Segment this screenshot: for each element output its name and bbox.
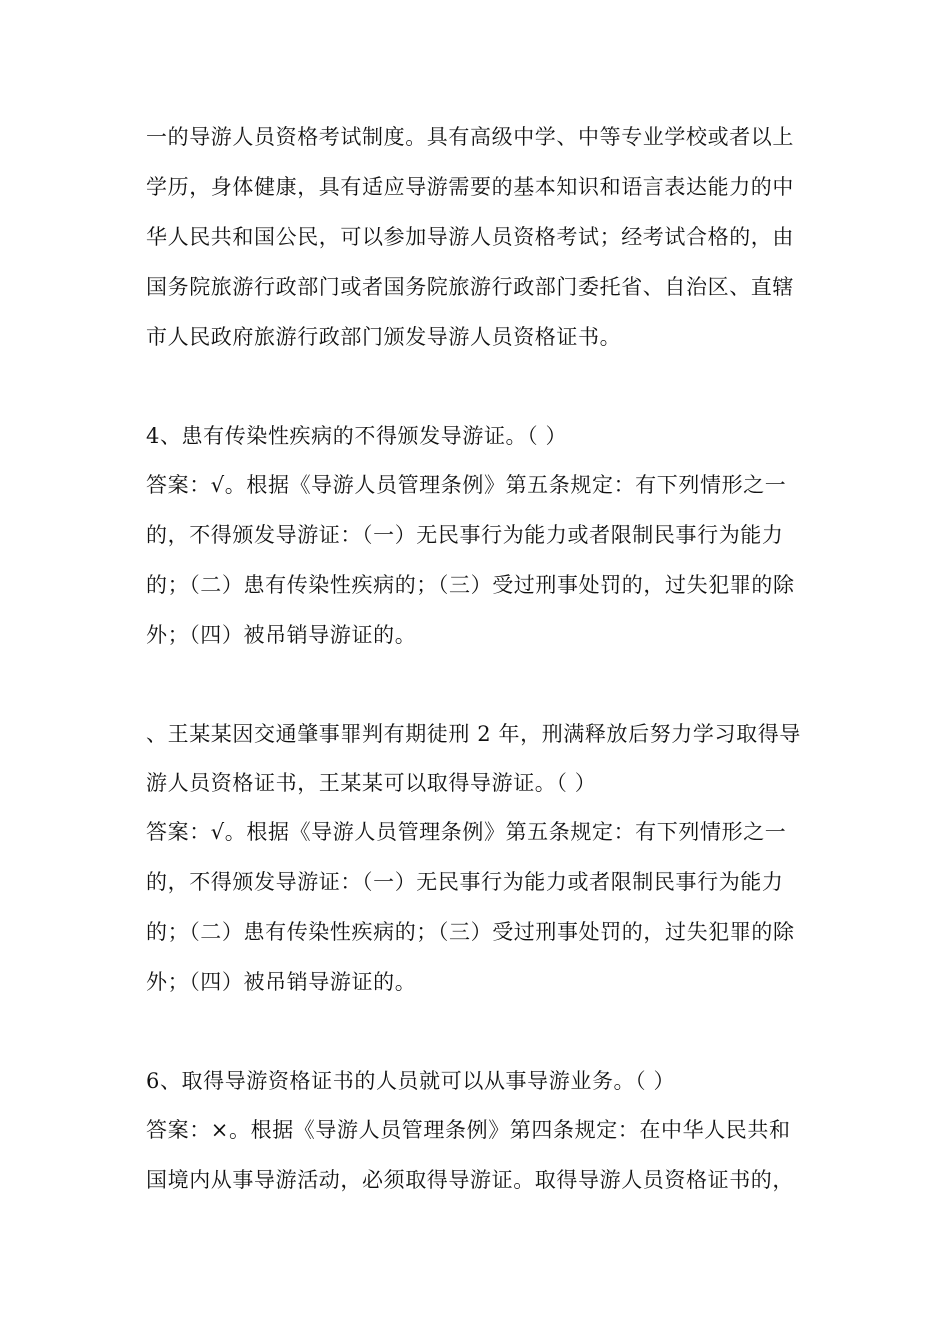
- intro-line-5: 市人民政府旅游行政部门颁发导游人员资格证书。: [146, 325, 622, 349]
- q6-answer-line-2: 国境内从事导游活动，必须取得导游证。取得导游人员资格证书的，: [146, 1168, 794, 1192]
- q5-answer-line-1: 答案：√。根据《导游人员管理条例》第五条规定：有下列情形之一: [146, 820, 787, 844]
- intro-line-4: 国务院旅游行政部门或者国务院旅游行政部门委托省、自治区、直辖: [146, 275, 794, 299]
- q6-answer-line-1: 答案：×。根据《导游人员管理条例》第四条规定：在中华人民共和: [146, 1118, 791, 1142]
- intro-line-1: 一的导游人员资格考试制度。具有高级中学、中等专业学校或者以上: [146, 125, 794, 149]
- intro-line-3: 华人民共和国公民，可以参加导游人员资格考试；经考试合格的，由: [146, 225, 794, 249]
- q5-answer-line-4: 外；（四）被吊销导游证的。: [146, 970, 417, 994]
- q5-question-line-2: 游人员资格证书，王某某可以取得导游证。（ ）: [146, 771, 597, 795]
- q4-answer-line-4: 外；（四）被吊销导游证的。: [146, 623, 417, 647]
- q5-answer-line-3: 的；（二）患有传染性疾病的；（三）受过刑事处罚的，过失犯罪的除: [146, 920, 795, 944]
- q4-answer-line-1: 答案：√。根据《导游人员管理条例》第五条规定：有下列情形之一: [146, 473, 787, 497]
- q5-answer-line-2: 的，不得颁发导游证：（一）无民事行为能力或者限制民事行为能力: [146, 870, 784, 894]
- q5-question-line-1: 、王某某因交通肇事罪判有期徒刑 2 年，刑满释放后努力学习取得导: [146, 722, 801, 746]
- q4-question: 4、患有传染性疾病的不得颁发导游证。（ ）: [146, 424, 568, 448]
- q6-question: 6、取得导游资格证书的人员就可以从事导游业务。（ ）: [146, 1069, 676, 1093]
- intro-line-2: 学历，身体健康，具有适应导游需要的基本知识和语言表达能力的中: [146, 175, 794, 199]
- q4-answer-line-3: 的；（二）患有传染性疾病的；（三）受过刑事处罚的，过失犯罪的除: [146, 573, 795, 597]
- q4-answer-line-2: 的，不得颁发导游证：（一）无民事行为能力或者限制民事行为能力: [146, 523, 784, 547]
